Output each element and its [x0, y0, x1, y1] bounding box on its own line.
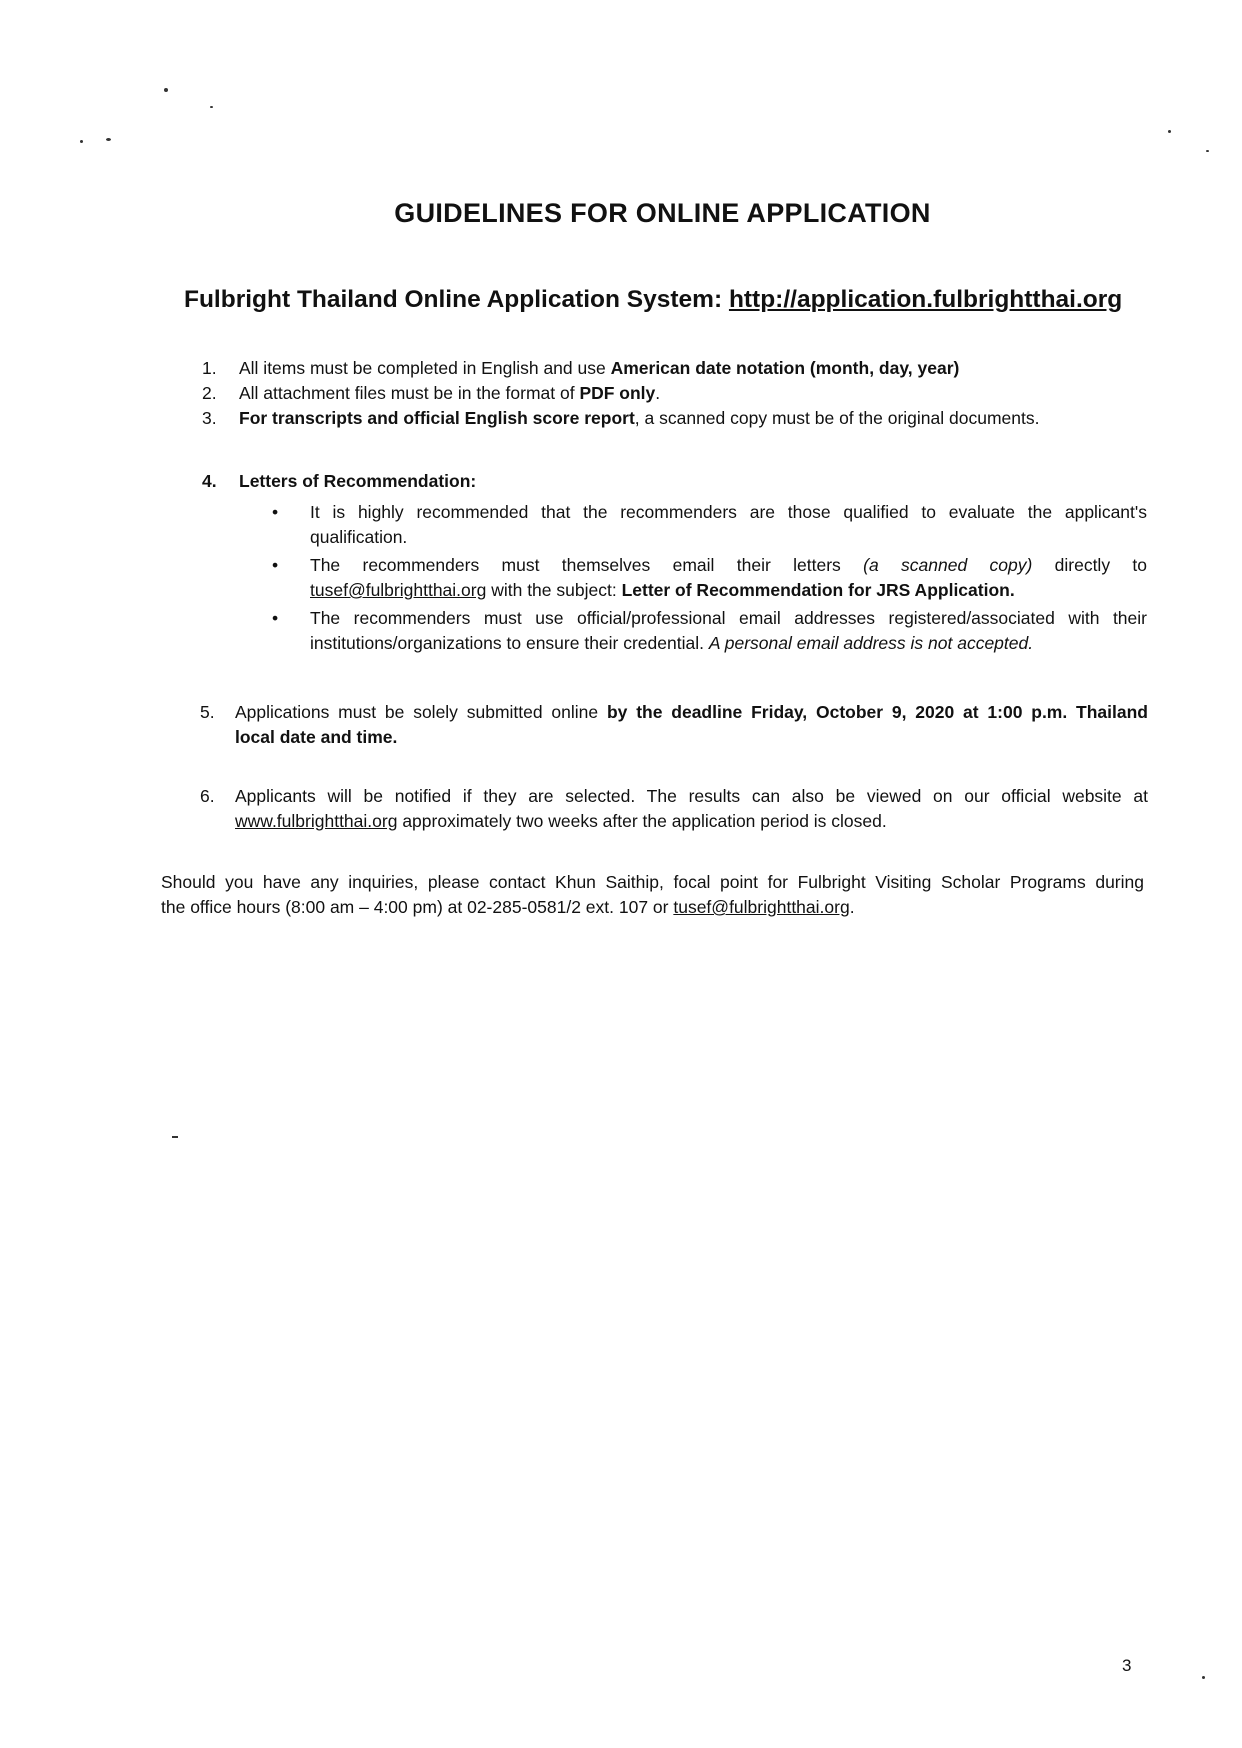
- application-system-line: [184, 286, 1144, 314]
- list-line: local date and time.: [235, 727, 398, 747]
- list-item-text: [239, 356, 959, 381]
- list-item-text: [239, 381, 660, 406]
- text-run: The recommenders must themselves email their letters: [310, 555, 864, 575]
- scan-speck: [1202, 1676, 1205, 1679]
- list-number: 6.: [200, 786, 215, 806]
- bullet-icon: •: [272, 608, 279, 628]
- italic-run: (a scanned copy): [863, 555, 1033, 575]
- bullet-line: [310, 580, 1015, 600]
- scan-speck: [1206, 150, 1209, 152]
- paragraph-line: [161, 897, 855, 917]
- list-item-body: [200, 784, 1148, 834]
- text-run: All items must be completed in English and use: [239, 358, 611, 378]
- scan-speck: [210, 106, 213, 108]
- text-run: All attachment files must be in the format of: [239, 383, 580, 403]
- contact-email-link[interactable]: tusef@fulbrightthai.org: [673, 897, 850, 917]
- list-number: 5.: [200, 702, 215, 722]
- list-item-text: [239, 406, 1039, 431]
- bullet-item-1: [271, 500, 1147, 550]
- bullet-line: It is highly recommended that the recommenders are those qualified to evaluate the applicant's: [310, 502, 1147, 522]
- email-link[interactable]: tusef@fulbrightthai.org: [310, 580, 487, 600]
- list-line: Applicants will be notified if they are selected. The results can also be viewed on our official website at: [235, 786, 1148, 806]
- recommendation-heading: [202, 469, 1102, 494]
- text-run: .: [655, 383, 661, 403]
- numbered-list-1-3: [202, 356, 1102, 431]
- bold-run: PDF only: [579, 383, 656, 403]
- list-item-1: [202, 356, 1102, 381]
- bullet-line: [310, 633, 1033, 653]
- bold-run: Letter of Recommendation for JRS Application.: [621, 580, 1015, 600]
- scan-speck: [106, 138, 111, 141]
- scan-speck: [80, 140, 83, 143]
- list-item-5: [200, 700, 1148, 750]
- bullet-icon: •: [272, 502, 279, 522]
- website-link[interactable]: www.fulbrightthai.org: [235, 811, 398, 831]
- bullet-line: [310, 553, 1147, 578]
- scan-speck: [172, 1136, 178, 1138]
- recommendation-heading-text: Letters of Recommendation:: [239, 471, 477, 491]
- bullet-icon: •: [272, 555, 279, 575]
- text-run: the office hours (8:00 am – 4:00 pm) at 02-285-0581/2 ext. 107 or: [161, 897, 674, 917]
- bold-run: For transcripts and official English score report: [239, 408, 635, 428]
- paragraph-line: Should you have any inquiries, please contact Khun Saithip, focal point for Fulbright Visiting Scholar Programs during: [161, 872, 1144, 892]
- text-run: directly to: [1032, 555, 1147, 575]
- scan-speck: [1168, 130, 1171, 133]
- list-line: [235, 700, 1148, 725]
- italic-run: A personal email address is not accepted.: [708, 633, 1034, 653]
- application-system-label: Fulbright Thailand Online Application System:: [184, 286, 723, 313]
- scan-speck: [164, 88, 168, 92]
- bullet-item-2: [271, 553, 1147, 603]
- list-item-4: [202, 469, 1102, 494]
- bold-run: by the deadline Friday, October 9, 2020 at 1:00 p.m. Thailand: [606, 702, 1148, 722]
- recommendation-bullets: [271, 500, 1147, 659]
- bullet-line: The recommenders must use official/professional email addresses registered/associated with their: [310, 608, 1147, 628]
- text-run: , a scanned copy must be of the original documents.: [634, 408, 1040, 428]
- text-run: Applications must be solely submitted online: [235, 702, 607, 722]
- list-item-2: [202, 381, 1102, 406]
- text-run: institutions/organizations to ensure their credential.: [310, 633, 709, 653]
- page-number: 3: [1122, 1656, 1132, 1675]
- list-number: 3.: [202, 408, 217, 428]
- bullet-item-3: [271, 606, 1147, 656]
- bold-run: American date notation (month, day, year): [610, 358, 960, 378]
- list-number: 2.: [202, 383, 217, 403]
- text-run: .: [849, 897, 855, 917]
- page-title: GUIDELINES FOR ONLINE APPLICATION: [394, 198, 931, 228]
- list-number: 4.: [202, 471, 217, 491]
- list-number: 1.: [202, 358, 217, 378]
- list-line: [235, 811, 887, 831]
- text-run: with the subject:: [486, 580, 622, 600]
- list-item-6: [200, 784, 1148, 834]
- list-item-3: [202, 406, 1102, 431]
- list-item-body: [200, 700, 1148, 750]
- application-system-link[interactable]: http://application.fulbrightthai.org: [728, 286, 1123, 313]
- text-run: approximately two weeks after the application period is closed.: [397, 811, 887, 831]
- bullet-line: qualification.: [310, 527, 408, 547]
- inquiry-paragraph: [161, 870, 1144, 920]
